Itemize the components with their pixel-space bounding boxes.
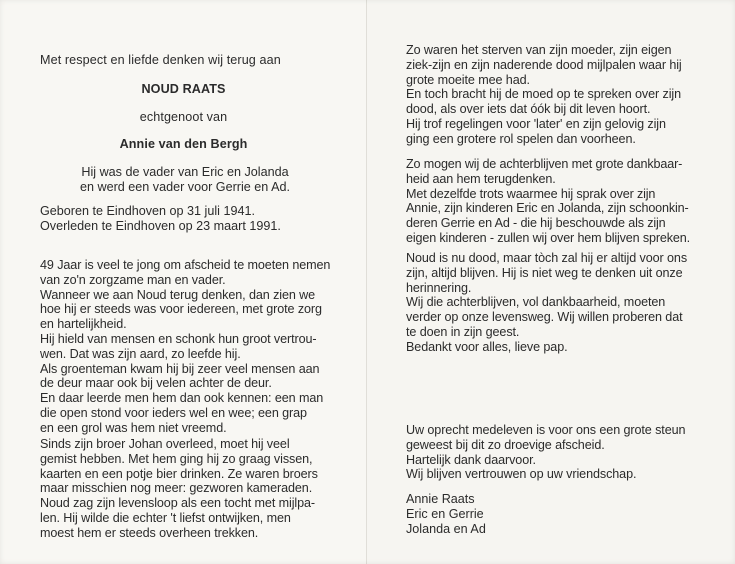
paragraph bbox=[406, 251, 687, 355]
text-line: Wij die achterblijven, vol dankbaarheid, moeten bbox=[406, 295, 666, 310]
right-page bbox=[367, 0, 735, 564]
text-line: kaarten en een potje bier drinken. Ze waren broers bbox=[40, 466, 318, 481]
text-line: verder op onze levensweg. Wij willen proberen dat bbox=[406, 310, 683, 325]
text-line: Hij trof regelingen voor 'later' en zijn gelovig zijn bbox=[406, 116, 666, 131]
signature-line: Jolanda en Ad bbox=[406, 521, 486, 536]
text-line: Met dezelfde trots waarmee hij sprak over zijn bbox=[406, 186, 656, 201]
deceased-name: NOUD RAATS bbox=[141, 82, 226, 96]
text-line: Wij blijven vertrouwen op uw vriendschap. bbox=[406, 467, 637, 482]
thanks-text bbox=[406, 423, 685, 482]
text-line: geweest bij dit zo droevige afscheid. bbox=[406, 437, 605, 452]
spouse-name: Annie van den Bergh bbox=[119, 137, 248, 151]
birth-line: Geboren te Eindhoven op 31 juli 1941. bbox=[40, 204, 255, 218]
text-line: Hij hield van mensen en schonk hun groot vertrou- bbox=[40, 331, 317, 346]
paragraph bbox=[40, 258, 330, 436]
text-line: Hij was de vader van Eric en Jolanda bbox=[81, 165, 289, 179]
text-line: herinnering. bbox=[406, 280, 472, 295]
text-line: zijn, altijd blijven. Hij is niet weg te denken uit onze bbox=[406, 265, 683, 280]
text-line: gemist hebben. Met hem ging hij zo graag vissen, bbox=[40, 451, 313, 466]
text-line: Noud zag zijn levensloop als een tocht met mijlpa- bbox=[40, 496, 316, 511]
signature-line: Eric en Gerrie bbox=[406, 506, 484, 521]
text-line: van zo'n zorgzame man en vader. bbox=[40, 272, 226, 287]
paragraph bbox=[40, 437, 318, 541]
text-line: En daar leerde men hem dan ook kennen: een man bbox=[40, 391, 324, 406]
text-line: te doen in zijn geest. bbox=[406, 324, 520, 339]
left-page bbox=[0, 0, 367, 564]
text-line: maar misschien nog meer: gezworen kameraden. bbox=[40, 481, 313, 496]
children-text bbox=[40, 165, 330, 195]
text-line: Zo waren het sterven van zijn moeder, zijn eigen bbox=[406, 43, 672, 57]
text-line: Uw oprecht medeleven is voor ons een grote steun bbox=[406, 423, 686, 437]
text-line: deren Gerrie en Ad - die hij beschouwde als zijn bbox=[406, 216, 666, 231]
death-line: Overleden te Eindhoven op 23 maart 1991. bbox=[40, 218, 281, 233]
signatures bbox=[406, 492, 486, 536]
signature-line: Annie Raats bbox=[406, 492, 475, 506]
dates-text bbox=[40, 204, 281, 234]
text-line: Bedankt voor alles, lieve pap. bbox=[406, 339, 568, 354]
text-line: de deur maar ook bij velen achter de deur. bbox=[40, 376, 272, 391]
text-line: dood, als over iets dat óók bij dit leven hoort. bbox=[406, 102, 651, 117]
text-line: ging een grotere rol spelen dan voorheen. bbox=[406, 131, 636, 146]
text-line: Hartelijk dank daarvoor. bbox=[406, 452, 536, 467]
text-line: heid aan hem terugdenken. bbox=[406, 171, 556, 186]
text-line: Annie, zijn kinderen Eric en Jolanda, zijn schoonkin- bbox=[406, 201, 689, 216]
text-line: grote moeite mee had. bbox=[406, 72, 530, 87]
text-line: wen. Dat was zijn aard, zo leefde hij. bbox=[40, 346, 241, 361]
text-line: Sinds zijn broer Johan overleed, moet hij veel bbox=[40, 437, 290, 451]
intro-text: Met respect en liefde denken wij terug aan bbox=[40, 53, 281, 67]
text-line: en hartelijkheid. bbox=[40, 317, 127, 332]
text-line: Als groenteman kwam hij bij zeer veel mensen aan bbox=[40, 361, 320, 376]
text-line: ziek-zijn en zijn naderende dood mijlpalen waar hij bbox=[406, 57, 682, 72]
text-line: En toch bracht hij de moed op te spreken over zijn bbox=[406, 87, 682, 102]
text-line: Wanneer we aan Noud terug denken, dan zien we bbox=[40, 287, 316, 302]
text-line: die open stond voor ieders wel en wee; een grap bbox=[40, 405, 307, 420]
paragraph bbox=[406, 43, 682, 147]
text-line: eigen kinderen - zullen wij over hem blijven spreken. bbox=[406, 230, 690, 245]
text-line: Zo mogen wij de achterblijven met grote dankbaar- bbox=[406, 157, 683, 171]
text-line: 49 Jaar is veel te jong om afscheid te moeten nemen bbox=[40, 258, 331, 272]
spouse-label: echtgenoot van bbox=[139, 110, 228, 124]
text-line: Noud is nu dood, maar tòch zal hij er altijd voor ons bbox=[406, 251, 688, 265]
text-line: hoe hij er steeds was voor iedereen, met grote zorg bbox=[40, 302, 322, 317]
text-line: moest hem er steeds overheen trekken. bbox=[40, 525, 259, 540]
text-line: en werd een vader voor Gerrie en Ad. bbox=[79, 179, 291, 194]
text-line: en een grol was hem niet vreemd. bbox=[40, 420, 227, 435]
paragraph bbox=[406, 157, 690, 246]
text-line: len. Hij wilde die echter 't liefst ontwijken, men bbox=[40, 510, 291, 525]
